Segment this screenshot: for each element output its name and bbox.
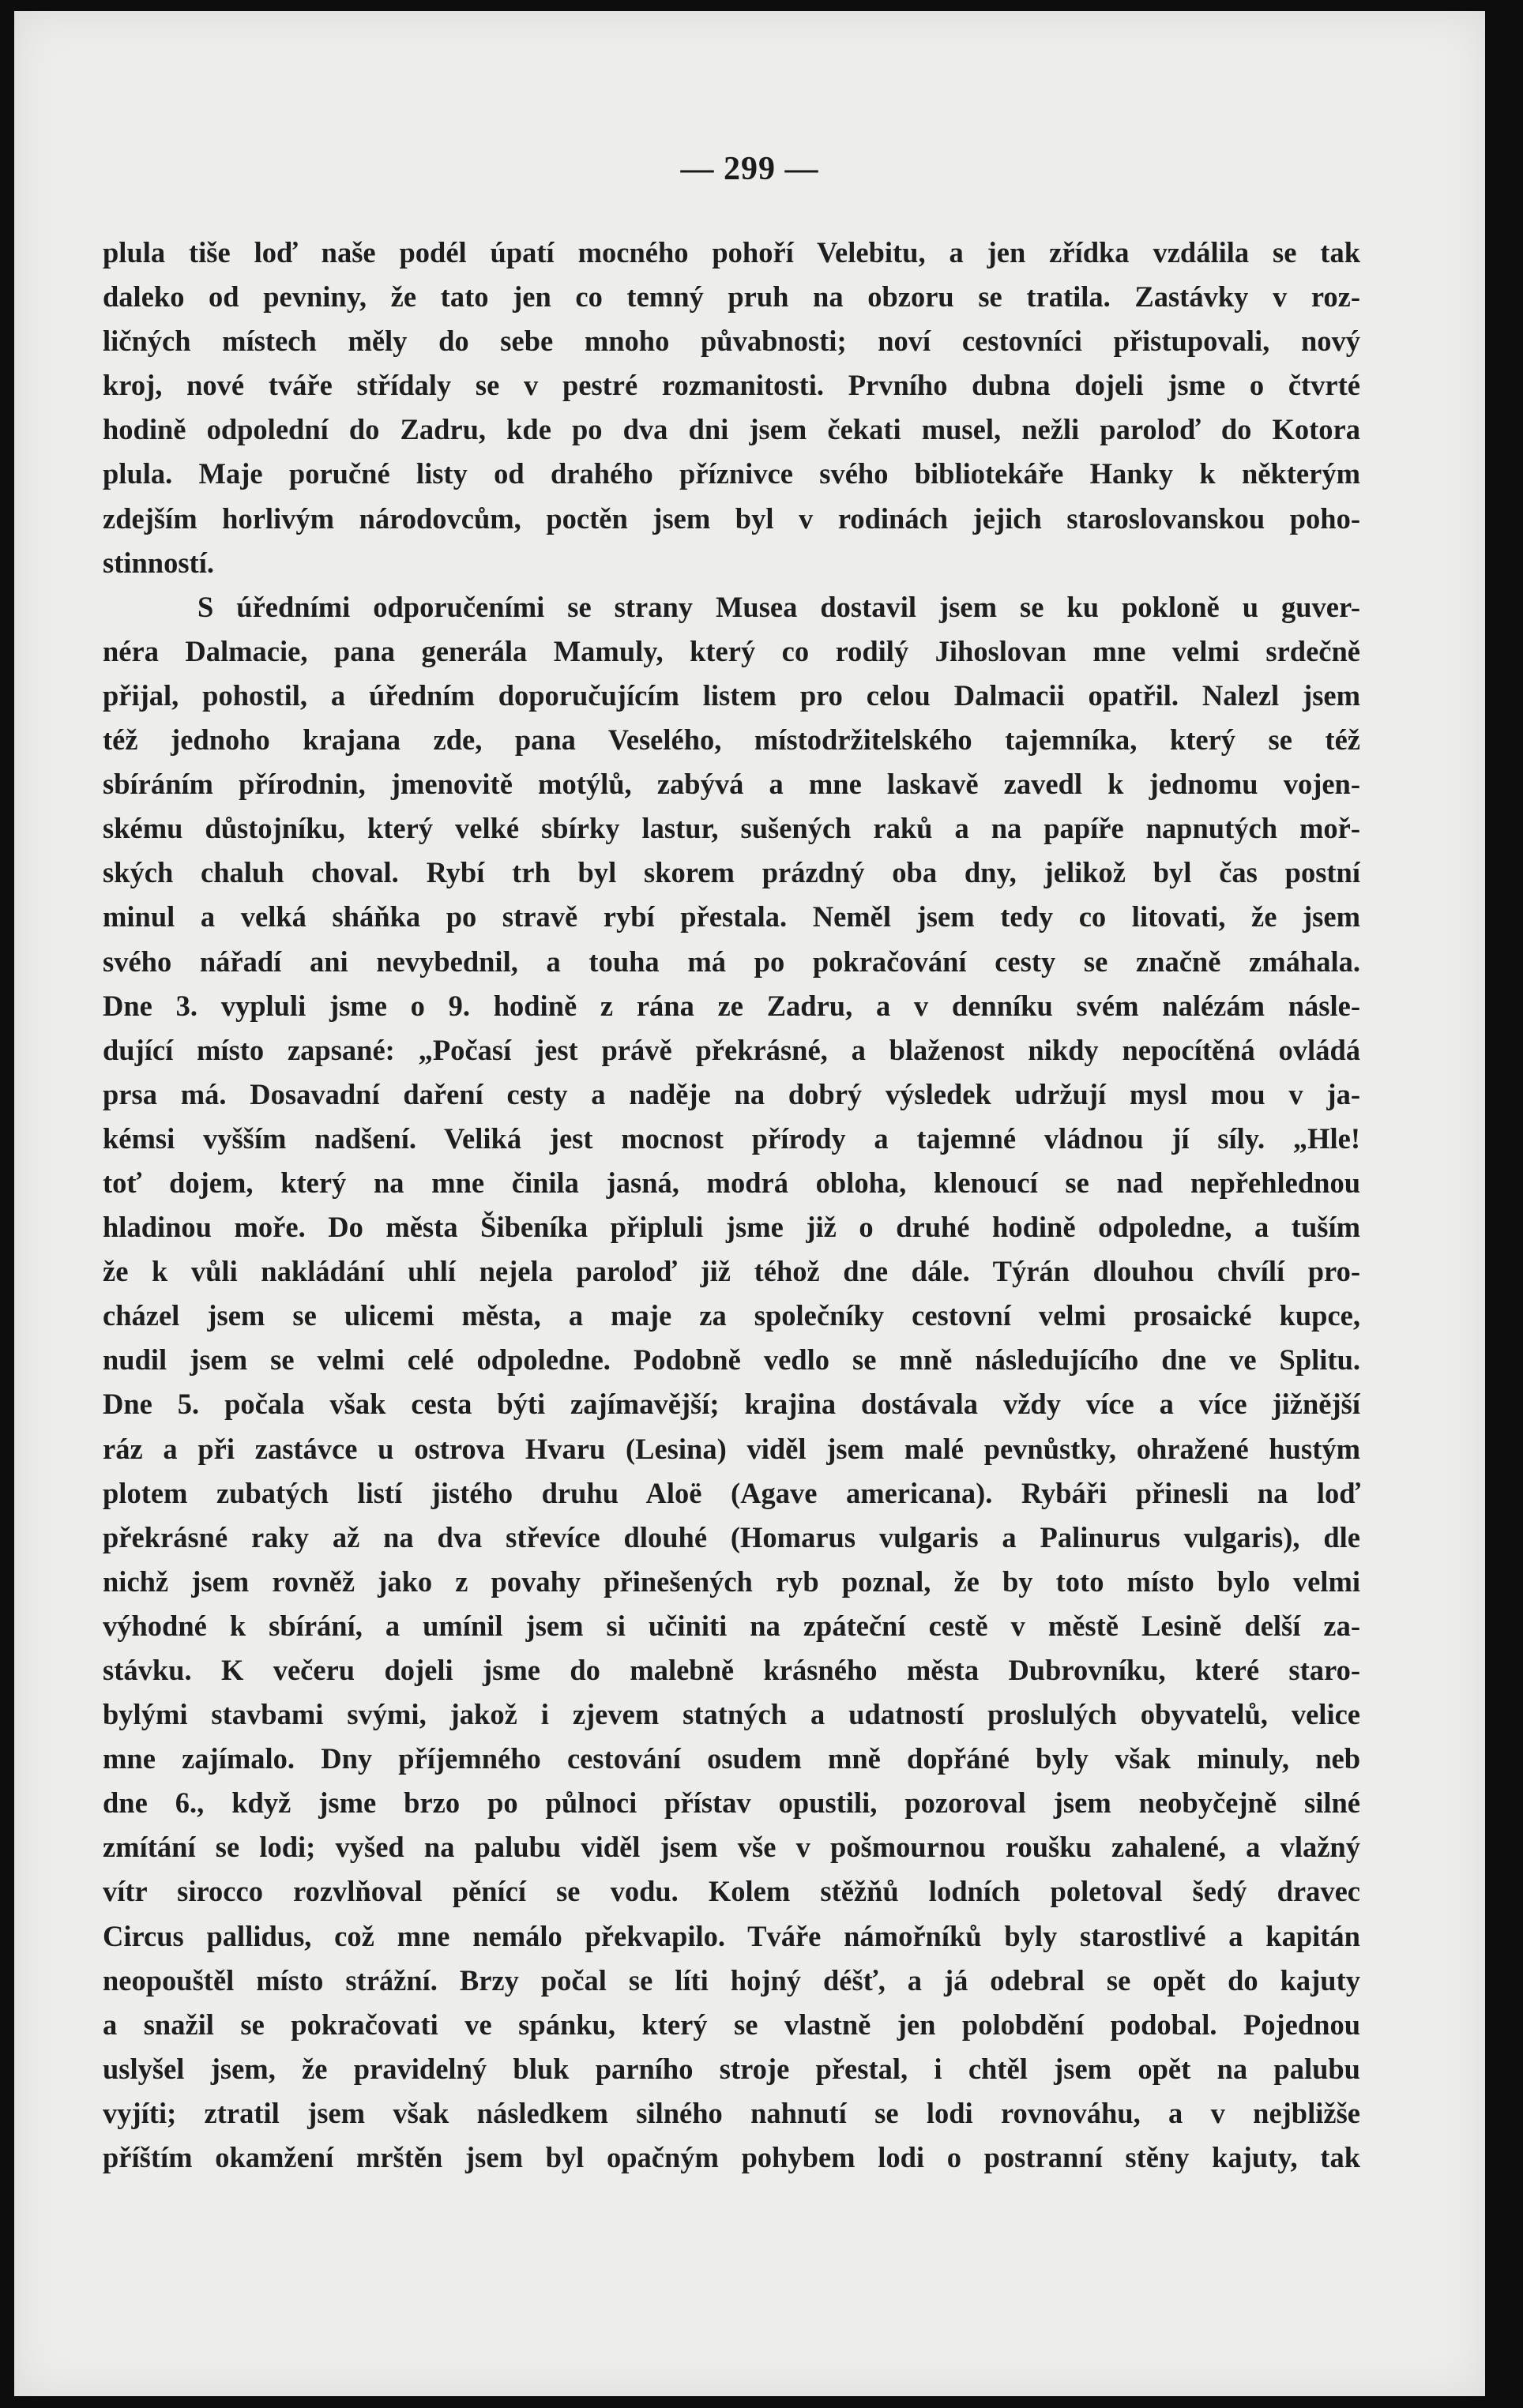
text-line: příštím okamžení mrštěn jsem byl opačným pohybem lodi o postranní stěny kajuty, tak	[103, 2141, 1360, 2174]
text-line: Dne 3. vypluli jsme o 9. hodině z rána ze Zadru, a v denníku svém nalézám násle-	[103, 989, 1360, 1022]
text-line: nichž jsem rovněž jako z povahy přinešených ryb poznal, že by toto místo bylo velmi	[103, 1565, 1360, 1598]
page-number: — 299 —	[680, 151, 819, 187]
body-text	[103, 231, 1360, 2180]
text-line: a snažil se pokračovati ve spánku, který se vlastně jen polobdění podobal. Pojednou	[103, 2008, 1360, 2041]
text-line: daleko od pevniny, že tato jen co temný pruh na obzoru se tratila. Zastávky v roz-	[103, 280, 1360, 314]
text-line: mne zajímalo. Dny příjemného cestování osudem mně dopřáné byly však minuly, neb	[103, 1742, 1360, 1775]
text-line: neopouštěl místo strážní. Brzy počal se líti hojný déšť, a já odebral se opět do kajuty	[103, 1963, 1360, 1997]
text-line: stinností.	[103, 546, 214, 579]
text-line: prsa má. Dosavadní daření cesty a naděje na dobrý výsledek udržují mysl mou v ja-	[103, 1077, 1360, 1110]
text-line: výhodné k sbírání, a umínil jsem si učiniti na zpáteční cestě v městě Lesině delší za-	[103, 1609, 1360, 1642]
text-line: nudil jsem se velmi celé odpoledne. Podobně vedlo se mně následujícího dne ve Splitu.	[103, 1343, 1360, 1377]
text-line: zmítání se lodi; vyšed na palubu viděl jsem vše v pošmournou roušku zahalené, a vlažný	[103, 1831, 1360, 1864]
text-line: překrásné raky až na dva střevíce dlouhé (Homarus vulgaris a Palinurus vulgaris), dle	[103, 1520, 1360, 1553]
text-line: zdejším horlivým národovcům, poctěn jsem byl v rodinách jejich staroslovanskou poho-	[103, 502, 1360, 535]
text-line: kroj, nové tváře střídaly se v pestré rozmanitosti. Prvního dubna dojeli jsme o čtvrté	[103, 369, 1360, 402]
text-line: ličných místech měly do sebe mnoho půvabnosti; noví cestovníci přistupovali, nový	[103, 325, 1360, 358]
text-line: též jednoho krajana zde, pana Veselého, místodržitelského tajemníka, který se též	[103, 723, 1360, 757]
text-line: plula tiše loď naše podél úpatí mocného pohoří Velebitu, a jen zřídka vzdálila se tak	[103, 236, 1360, 269]
text-line: skému důstojníku, který velké sbírky lastur, sušených raků a na papíře napnutých moř-	[103, 812, 1360, 845]
text-line: kémsi vyšším nadšení. Veliká jest mocnost přírody a tajemné vládnou jí síly. „Hle!	[103, 1121, 1360, 1155]
text-line: stávku. K večeru dojeli jsme do malebně krásného města Dubrovníku, které staro-	[103, 1654, 1360, 1686]
text-line: že k vůli nakládání uhlí nejela paroloď již téhož dne dále. Týrán dlouhou chvílí pro-	[103, 1255, 1360, 1288]
text-line: vyjíti; ztratil jsem však následkem silného nahnutí se lodi rovnováhu, a v nejbližše	[103, 2096, 1360, 2129]
text-line: svého nářadí ani nevybednil, a touha má po pokračování cesty se značně zmáhala.	[103, 945, 1360, 978]
text-line: hladinou moře. Do města Šibeníka připluli jsme již o druhé hodině odpoledne, a tuším	[103, 1211, 1360, 1244]
text-line: bylými stavbami svými, jakož i zjevem statných a udatností proslulých obyvatelů, velice	[103, 1698, 1360, 1731]
text-line: hodině odpolední do Zadru, kde po dva dni jsem čekati musel, nežli paroloď do Kotora	[103, 413, 1360, 446]
text-line: Dne 5. počala však cesta býti zajímavější; krajina dostávala vždy více a více jižnější	[103, 1388, 1360, 1421]
text-line: přijal, pohostil, a úředním doporučujícím listem pro celou Dalmacii opatřil. Nalezl jsem	[103, 678, 1360, 712]
text-line: ráz a při zastávce u ostrova Hvaru (Lesina) viděl jsem malé pevnůstky, ohražené hustým	[103, 1432, 1360, 1465]
text-line: sbíráním přírodnin, jmenovitě motýlů, zabývá a mne laskavě zavedl k jednomu vojen-	[103, 768, 1360, 801]
text-line: dne 6., když jsme brzo po půlnoci přístav opustili, pozoroval jsem neobyčejně silné	[103, 1786, 1360, 1820]
text-line: plotem zubatých listí jistého druhu Aloë (Agave americana). Rybáři přinesli na loď	[103, 1476, 1360, 1509]
text-line: vítr sirocco rozvlňoval pěnící se vodu. Kolem stěžňů lodních poletoval šedý dravec	[103, 1875, 1360, 1908]
text-line: plula. Maje poručné listy od drahého příznivce svého bibliotekáře Hanky k některým	[103, 457, 1360, 490]
text-line: minul a velká sháňka po stravě rybí přestala. Neměl jsem tedy co litovati, že jsem	[103, 900, 1360, 934]
text-line: Circus pallidus, což mne nemálo překvapilo. Tváře námořníků byly starostlivé a kapitán	[103, 1919, 1360, 1952]
text-line: ských chaluh choval. Rybí trh byl skorem prázdný oba dny, jelikož byl čas postní	[103, 856, 1360, 889]
text-line: S úředními odporučeními se strany Musea dostavil jsem se ku pokloně u guver-	[197, 590, 1360, 623]
text-line: toť dojem, který na mne činila jasná, modrá obloha, klenoucí se nad nepřehlednou	[103, 1166, 1360, 1199]
book-page	[14, 11, 1485, 2396]
text-line: dující místo zapsané: „Počasí jest právě překrásné, a blaženost nikdy nepocítěná ovládá	[103, 1033, 1360, 1066]
text-line: néra Dalmacie, pana generála Mamuly, který co rodilý Jihoslovan mne velmi srdečně	[103, 634, 1360, 667]
text-line: uslyšel jsem, že pravidelný bluk parního stroje přestal, i chtěl jsem opět na palubu	[103, 2052, 1360, 2085]
text-line: cházel jsem se ulicemi města, a maje za společníky cestovní velmi prosaické kupce,	[103, 1299, 1360, 1332]
